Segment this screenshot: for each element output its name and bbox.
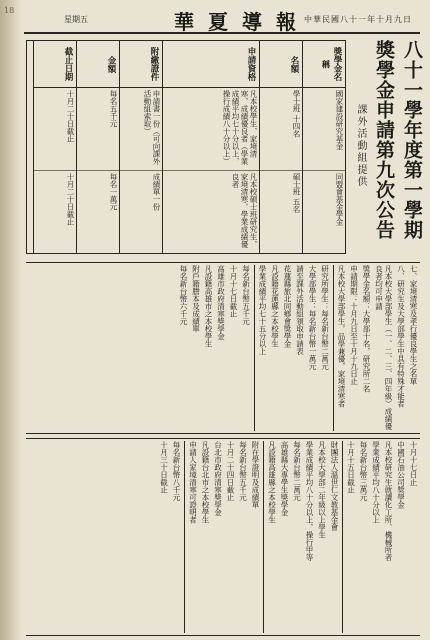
text-column: 請至課外活動組領取申請表 (295, 265, 305, 355)
table-column (302, 41, 345, 253)
table-cell: 碩士班 五名 (292, 173, 301, 213)
text-column: 中國石油公司獎學金 (396, 441, 406, 509)
text-column: 學業成績平均八十分以上，操行甲等 (305, 441, 314, 561)
text-column: 台北市政府清寒獎學金 (213, 441, 223, 516)
column-divider (333, 265, 334, 431)
headline-block (344, 40, 424, 250)
text-column: 花蓮縣旅北同鄉會獎學金 (283, 265, 292, 348)
scholarship-table (26, 40, 346, 254)
column-divider (342, 441, 343, 633)
table-cell: 每名五千元 (77, 88, 119, 171)
text-column: 十月三十日截止 (159, 441, 169, 494)
text-column: 凡設籍高雄市之本校學生 (204, 265, 213, 348)
text-column: 附在學證明及成績單 (251, 441, 260, 509)
masthead-weekday: 星期五 (64, 15, 88, 24)
table-cell: 十月二十日截止 (66, 173, 75, 226)
table-header: 獎學金名稱 (303, 41, 345, 88)
table-header: 金額 (77, 41, 119, 88)
text-column: 學業成績平均八十分以上 (371, 441, 381, 524)
table-cell: 十月二十日截止 (34, 88, 76, 171)
masthead-title: 華夏導報 (174, 10, 310, 34)
text-column: 獎學金名額：大學部十名，研究所二名 (362, 265, 371, 393)
table-column (119, 41, 162, 253)
column-divider (184, 441, 185, 633)
text-column: 十月十五日截止 (346, 441, 356, 494)
text-column: 高雄市政府清寒獎學金 (216, 265, 226, 340)
table-column (162, 41, 259, 253)
table-cell: 學士班 十四名 (260, 88, 302, 171)
text-column: 每名新台幣三萬元 (359, 441, 368, 501)
table-cell: 同盟會基金學金 (335, 173, 344, 226)
text-column: 凡設籍台北市之本校學生 (201, 441, 210, 524)
text-column: 凡本校大學部學生（一、二、三、四年級）成績優良者均可申請 (374, 265, 393, 430)
table-cell: 每名一萬元 (109, 173, 118, 211)
table-header: 申請資格 (163, 41, 259, 88)
table-column (33, 41, 76, 253)
text-column: 十月十七日截止 (229, 265, 238, 318)
table-cell: 申請書一份（可向課外活動組索取） (120, 88, 162, 171)
text-column: 學業成績平均七十五分以上 (258, 265, 267, 355)
column-divider (263, 441, 264, 633)
table-cell: 國家建設研究基金 (303, 88, 345, 171)
text-column: 高雄縣大專學生獎學金 (280, 441, 289, 516)
masthead (24, 4, 420, 34)
text-column: 研究所學生：每名新台幣二萬元 (320, 265, 330, 370)
text-column: 大學部學生：每名新台幣一萬元 (308, 265, 317, 370)
text-column: 每名新台幣八千元 (172, 441, 181, 501)
text-column: 每名新台幣六千元 (179, 265, 188, 325)
text-column: 申請人家境清寒可證明者 (188, 441, 198, 524)
headline-subtitle: 課外活動組提供 (355, 104, 366, 188)
text-column: 每名新台幣五千元 (241, 265, 251, 325)
text-column: 附戶籍謄本及成績單 (191, 265, 201, 333)
table-cell: 凡本校學生，家境清寒，成績優良者（學業成績平均七十分以上，操行成績八十分以上） (163, 88, 259, 171)
text-column: 凡本校研究生就讀化工所、機械所者 (384, 441, 393, 561)
headline-line-1: 八十一學年度第一學期 (401, 40, 423, 240)
text-column: 七、家境清寒及孝行優良學生之名單 (409, 265, 418, 385)
text-column: 凡本校大學部學生，品學兼優，家境清寒者 (337, 265, 346, 408)
table-header: 名額 (260, 41, 302, 88)
text-column: 凡本校大學部二年級以上學生 (317, 441, 327, 539)
column-divider (254, 265, 255, 431)
text-column: 財團法人溫世仁文教基金會 (330, 441, 339, 531)
text-column: 凡設籍高雄縣之本校學生 (267, 441, 277, 524)
headline-line-2: 獎學金申請第九次公告 (373, 40, 395, 240)
table-header: 截止日期 (34, 41, 76, 88)
text-column: 十月十七日止 (409, 441, 418, 486)
notice-band-1 (26, 262, 420, 434)
text-column: 凡設籍花蓮縣之本校學生 (270, 265, 280, 348)
text-column: 申請期限：十月九日至十月十九日止 (349, 265, 359, 385)
text-column: 八、研究生及大學部學生中具有特殊才能者 (396, 265, 406, 408)
text-column: 每名新台幣二萬元 (292, 441, 302, 501)
text-column: 十月二十四日截止 (226, 441, 235, 501)
table-column (76, 41, 119, 253)
notice-band-2 (26, 438, 420, 636)
binding-edge (0, 0, 22, 640)
table-column (259, 41, 302, 253)
text-column: 每名新台幣五千元 (238, 441, 248, 501)
table-header: 附繳證件 (120, 41, 162, 88)
masthead-date: 中華民國八十一年十月九日 (304, 15, 412, 24)
table-cell: 凡本校碩士班研究生，家境清寒，學業成績優良者 (231, 173, 258, 248)
page-number: 18 (4, 6, 15, 15)
table-cell: 成績單一份 (152, 173, 161, 211)
